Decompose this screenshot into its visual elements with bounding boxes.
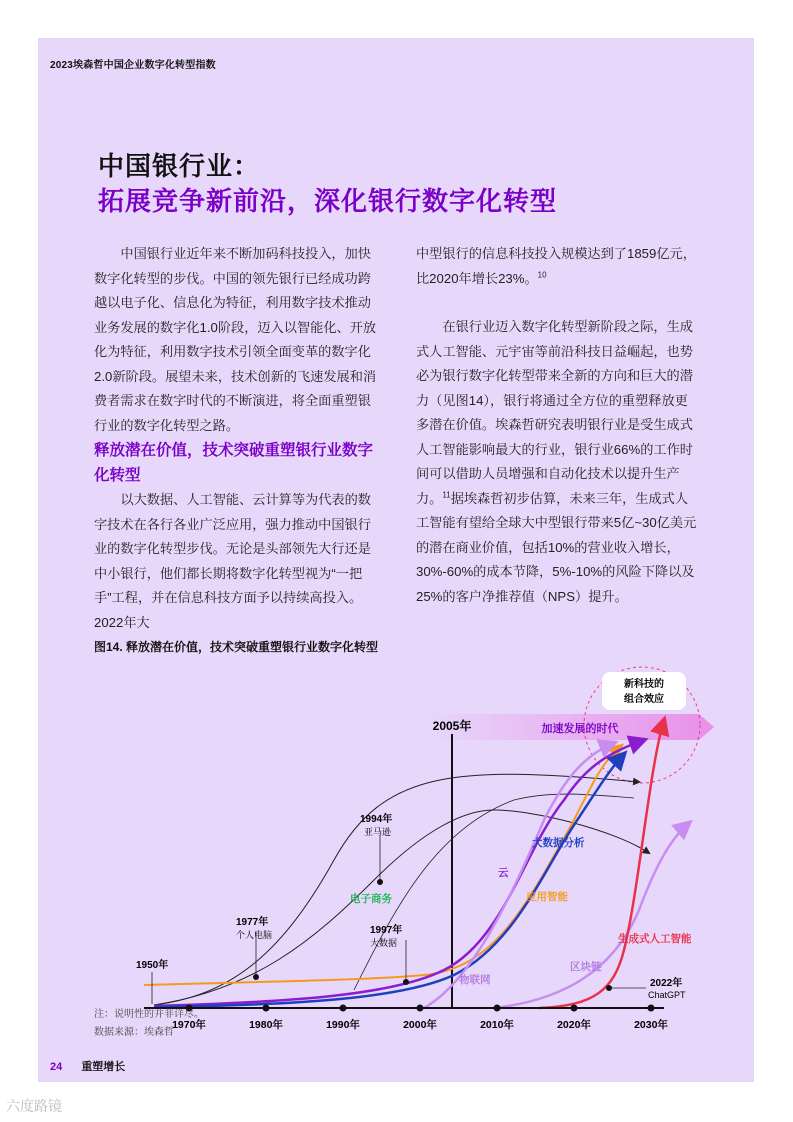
paragraph: 中国银行业近年来不断加码科技投入，加快数字化转型的步伐。中国的领先银行已经成功跨越以电子化、信息化为特征，利用数字技术推动业务发展的数字化1.0阶段，迈入以智能化、开放化为特征，利用数字技术引领全面变革的数字化2.0新阶段。展望未来，技术创新的飞速发展和消费者需求在数字时代的不断演进，将全面重塑银行业的数字化转型之路。 <box>94 246 377 433</box>
page-title: 中国银行业： <box>98 151 261 181</box>
axis-tick-label: 1970年 <box>172 1019 206 1031</box>
iot-label: 物联网 <box>459 974 491 986</box>
applied-ai-label: 应用智能 <box>526 891 568 903</box>
report-header: 2023埃森哲中国企业数字化转型指数 <box>50 60 216 71</box>
figure-notes <box>94 1006 204 1042</box>
right-column <box>416 242 700 609</box>
annotation-2022-year: 2022年 <box>650 978 683 989</box>
paragraph-text: 中型银行的信息科技投入规模达到了1859亿元，比2020年增长23%。 <box>416 246 696 286</box>
paragraph-text: 据埃森哲初步估算，未来三年，生成式人工智能有望给全球大中型银行带来5亿~30亿美元的潜在商业价值，包括10%的营业收入增长，30%-60%的成本节降，5%-10%的风险下降以及25%的客户净推荐值（NPS）提升。 <box>416 490 697 604</box>
genai-label: 生成式人工智能 <box>618 933 692 945</box>
axis-tick-mark <box>263 1005 270 1012</box>
annotation-dot <box>403 979 409 985</box>
annotation-1994-year: 1994年 <box>360 814 393 825</box>
banner-label: 加速发展的时代 <box>541 723 619 735</box>
annotation-1997-year: 1997年 <box>370 925 403 936</box>
section-heading: 释放潜在价值，技术突破重塑银行业数字化转型 <box>94 442 374 484</box>
annotation-1977-name: 个人电脑 <box>236 930 273 940</box>
paragraph: 以大数据、人工智能、云计算等为代表的数字技术在各行各业广泛应用，强力推动中国银行业的数字化转型步伐。无论是头部领先大行还是中小银行，他们都长期将数字化转型视为“一把手”工程，并在信息科技方面予以持续高投入。2022年大 <box>94 492 371 630</box>
axis-tick-label: 2020年 <box>557 1019 591 1031</box>
paragraph-text: 在银行业迈入数字化转型新阶段之际，生成式人工智能、元宇宙等前沿科技日益崛起，也势必为银行数字化转型带来全新的方向和巨大的潜力（见图14），银行将通过全方位的重塑释放更多潜在价值。埃森哲研究表明银行业是受生成式人工智能影响最大的行业，银行业66%的工作时间可以借助人员增强和自动化技术以提升生产力。 <box>416 319 693 506</box>
footnote-ref: 10 <box>537 270 547 280</box>
axis-tick-label: 1980年 <box>249 1019 283 1031</box>
year-2005-label: 2005年 <box>432 719 472 733</box>
annotation-1997-name: 大数据 <box>370 938 398 948</box>
axis-tick-label: 2030年 <box>634 1019 668 1031</box>
note-line: 注：说明性的并非详尽。 <box>94 1009 204 1020</box>
annotation-1977-year: 1977年 <box>236 917 269 928</box>
page-subtitle: 拓展竞争新前沿，深化银行数字化转型 <box>98 186 558 216</box>
paragraph <box>416 315 700 609</box>
page <box>38 38 754 1082</box>
paragraph <box>416 242 700 291</box>
cloud-label: 云 <box>498 867 509 879</box>
source-line: 数据来源：埃森哲 <box>94 1027 174 1038</box>
axis-tick-label: 2000年 <box>403 1019 437 1031</box>
annotation-1950: 1950年 <box>136 960 169 971</box>
blockchain-label: 区块链 <box>570 961 602 973</box>
axis-tick-label: 1990年 <box>326 1019 360 1031</box>
axis-tick-mark <box>340 1005 347 1012</box>
combo-effect-label: 新科技的 <box>624 679 664 690</box>
left-column <box>94 242 380 635</box>
annotation-2022-name: ChatGPT <box>648 990 686 1000</box>
axis-tick-mark <box>571 1005 578 1012</box>
annotation-dot <box>253 974 259 980</box>
page-footer <box>50 1058 125 1074</box>
combo-effect-label: 组合效应 <box>624 694 664 705</box>
axis-tick-mark <box>494 1005 501 1012</box>
watermark: 六度路镜 <box>6 1098 62 1114</box>
pc-curve <box>154 774 639 1005</box>
bigdata-curve <box>154 754 624 1007</box>
figure-title: 图14. 释放潜在价值，技术突破重塑银行业数字化转型 <box>94 640 379 654</box>
axis-tick-mark <box>648 1005 655 1012</box>
footer-section: 重塑增长 <box>81 1061 126 1073</box>
footnote-ref: 11 <box>442 490 451 500</box>
annotation-1994-name: 亚马逊 <box>364 827 392 837</box>
page-number: 24 <box>50 1061 63 1073</box>
annotation-dot <box>606 985 612 991</box>
axis-tick-label: 2010年 <box>480 1019 514 1031</box>
annotation-dot <box>377 879 383 885</box>
ecommerce-label: 电子商务 <box>350 893 392 905</box>
axis-tick-mark <box>417 1005 424 1012</box>
bigdata-label: 大数据分析 <box>532 837 585 849</box>
